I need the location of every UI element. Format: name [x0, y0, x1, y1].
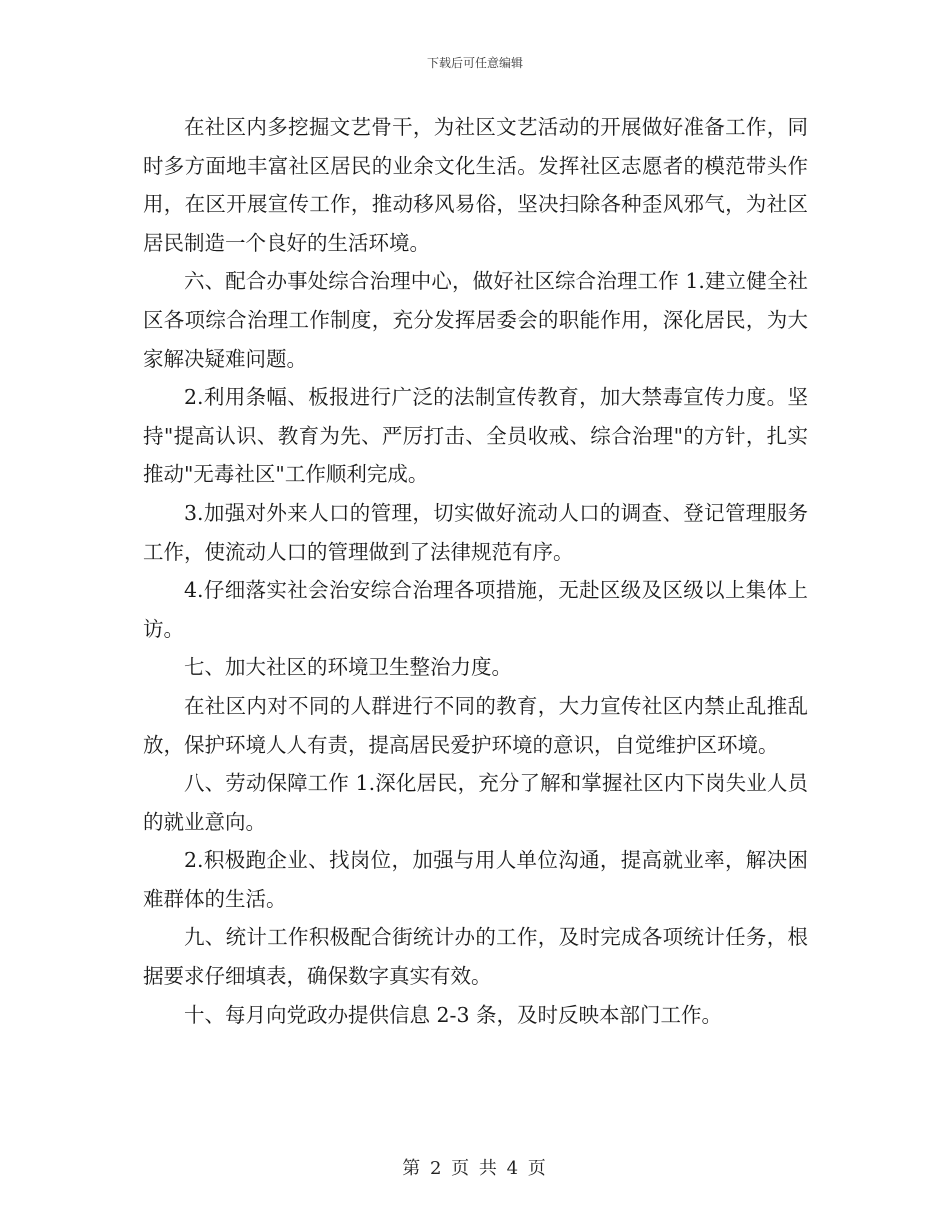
paragraph-section-eight: 八、劳动保障工作 1.深化居民，充分了解和掌握社区内下岗失业人员的就业意向。: [143, 771, 808, 834]
paragraph-environment-education: 在社区内对不同的人群进行不同的教育，大力宣传社区内禁止乱推乱放，保护环境人人有责，提高居民爱护环境的意识，自觉维护区环境。: [143, 693, 808, 757]
document-body: [143, 108, 808, 1034]
paragraph-section-ten: 十、每月向党政办提供信息 2-3 条，及时反映本部门工作。: [184, 1002, 723, 1027]
paragraph-employment: 2.积极跑企业、找岗位，加强与用人单位沟通，提高就业率，解决困难群体的生活。: [143, 848, 808, 911]
paragraph-section-seven: 七、加大社区的环境卫生整治力度。: [184, 655, 512, 680]
paragraph-culture: 在社区内多挖掘文艺骨干，为社区文艺活动的开展做好准备工作，同时多方面地丰富社区居民的业余文化生活。发挥社区志愿者的模范带头作用，在区开展宣传工作，推动移风易俗，坚决扫除各种歪风邪气，为社区居民制造一个良好的生活环境。: [143, 115, 808, 255]
paragraph-section-nine: 九、统计工作积极配合街统计办的工作，及时完成各项统计任务，根据要求仔细填表，确保数字真实有效。: [143, 925, 808, 989]
paragraph-public-security: 4.仔细落实社会治安综合治理各项措施，无赴区级及区级以上集体上访。: [143, 578, 808, 641]
page-header: 下载后可任意编辑: [426, 56, 523, 70]
paragraph-legal-education: 2.利用条幅、板报进行广泛的法制宣传教育，加大禁毒宣传力度。坚持"提高认识、教育为先、严厉打击、全员收戒、综合治理"的方针，扎实推动"无毒社区"工作顺利完成。: [143, 385, 808, 487]
page-number-footer: 第 2 页 共 4 页: [402, 1158, 548, 1179]
paragraph-section-six: 六、配合办事处综合治理中心，做好社区综合治理工作 1.建立健全社区各项综合治理工作制度，充分发挥居委会的职能作用，深化居民，为大家解决疑难问题。: [143, 269, 808, 371]
paragraph-migrant-management: 3.加强对外来人口的管理，切实做好流动人口的调查、登记管理服务工作，使流动人口的管理做到了法律规范有序。: [143, 500, 808, 564]
